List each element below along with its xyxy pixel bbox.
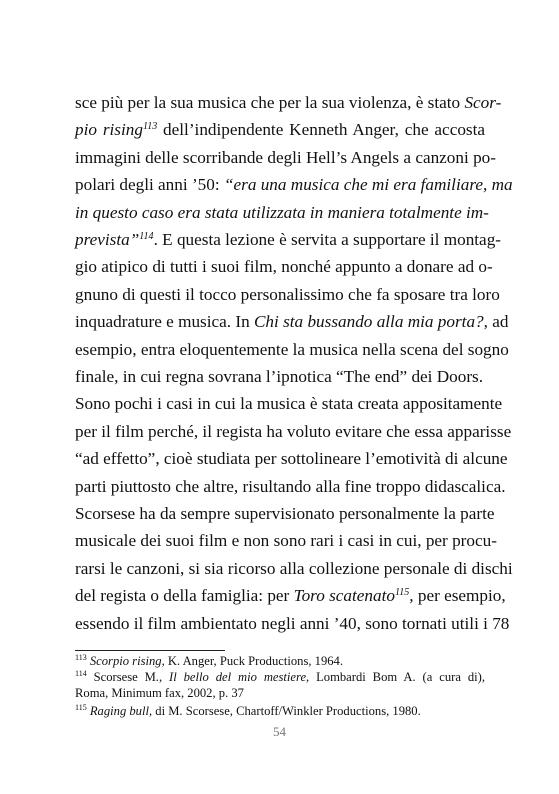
- body-line: [75, 421, 512, 443]
- body-line: [75, 613, 510, 635]
- footnote-ref: 115: [75, 703, 87, 712]
- footnote-ref: 113: [142, 121, 158, 133]
- text-run: , ad: [483, 312, 509, 332]
- body-line: [75, 92, 502, 114]
- footnote-line: [75, 670, 485, 685]
- body-line: [75, 585, 506, 607]
- body-line: [75, 476, 506, 498]
- text-run: del regista o della famiglia: per: [75, 586, 294, 606]
- page-number: 54: [273, 724, 286, 739]
- footnote-ref: 114: [139, 231, 154, 242]
- text-run: esempio, entra eloquentemente la musica nella scena del sogno: [75, 339, 509, 359]
- body-line: [75, 311, 509, 333]
- text-run: . E questa lezione è servita a supportare il montag-: [153, 230, 502, 249]
- body-line: [75, 229, 502, 251]
- text-run: Scorsese M.,: [86, 670, 170, 684]
- text-run: finale, in cui regna sovrana l’ipnotica “The end” dei Doors.: [75, 367, 484, 386]
- italic-text: ,: [409, 586, 414, 606]
- italic-text: Il bello del mio mestiere: [169, 670, 307, 684]
- text-run: sce più per la sua musica che per la sua violenza, è stato: [75, 93, 465, 112]
- text-run: dell’indipendente Kenneth Anger, che accosta: [157, 120, 486, 140]
- body-line: [75, 256, 493, 278]
- footnote-line: [75, 704, 495, 719]
- body-line: [75, 503, 495, 525]
- footnote-ref: 115: [394, 587, 410, 599]
- italic-text: in questo caso era stata utilizzata in maniera totalmente im-: [75, 202, 489, 222]
- footnote-ref: 113: [75, 653, 87, 662]
- body-line: [75, 202, 489, 224]
- text-run: polari degli anni ’50:: [75, 175, 224, 195]
- text-run: Roma, Minimum fax, 2002, p. 37: [75, 686, 244, 700]
- italic-text: Scorpio rising,: [89, 654, 165, 668]
- body-line: [75, 393, 503, 415]
- text-run: inquadrature e musica. In: [75, 312, 254, 332]
- italic-text: Raging bull,: [89, 704, 153, 718]
- italic-text: “era una musica che mi era familiare, ma: [223, 175, 513, 195]
- body-line: [75, 558, 513, 580]
- footnote-ref: 114: [75, 669, 87, 678]
- text-run: gnuno di questi il tocco personalissimo che fa sposare tra loro: [75, 284, 500, 304]
- text-run: essendo il film ambientato negli anni ’40, sono tornati utili i 78: [75, 613, 510, 633]
- text-run: Scorsese ha da sempre supervisionato personalmente la parte: [75, 504, 495, 523]
- text-run: per esempio,: [413, 586, 506, 606]
- italic-text: pio rising: [75, 120, 143, 140]
- footnote-line: [75, 686, 495, 701]
- body-line: [75, 147, 496, 169]
- body-line: [75, 174, 513, 196]
- text-run: per il film perché, il regista ha voluto evitare che essa apparisse: [75, 421, 512, 441]
- body-line: [75, 448, 508, 470]
- body-line: [75, 284, 500, 306]
- italic-text: prevista”: [75, 230, 140, 249]
- footnote-separator: [75, 650, 225, 651]
- text-run: Sono pochi i casi in cui la musica è stata creata appositamente: [75, 394, 503, 414]
- body-line: [75, 119, 485, 141]
- text-run: di M. Scorsese, Chartoff/Winkler Productions, 1980.: [152, 704, 421, 718]
- text-run: , Lombardi Bom A. (a cura di),: [306, 670, 485, 684]
- body-line: [75, 366, 485, 388]
- text-run: immagini delle scorribande degli Hell’s Angels a canzoni po-: [75, 147, 496, 167]
- body-line: [75, 339, 509, 361]
- italic-text: Chi sta bussando alla mia porta?: [253, 312, 484, 332]
- text-run: K. Anger, Puck Productions, 1964.: [164, 654, 343, 668]
- text-run: parti piuttosto che altre, risultando alla fine troppo didascalica.: [75, 476, 506, 496]
- text-run: musicale dei suoi film e non sono rari i casi in cui, per procu-: [75, 531, 497, 551]
- footnote-line: [75, 654, 495, 669]
- text-run: gio atipico di tutti i suoi film, nonché appunto a donare ad o-: [75, 257, 493, 277]
- italic-text: Scor-: [464, 93, 502, 112]
- text-run: rarsi le canzoni, si sia ricorso alla collezione personale di dischi: [75, 558, 513, 578]
- italic-text: Toro scatenato: [293, 586, 395, 606]
- text-run: “ad effetto”, cioè studiata per sottolineare l’emotività di alcune: [75, 449, 508, 469]
- body-line: [75, 530, 497, 552]
